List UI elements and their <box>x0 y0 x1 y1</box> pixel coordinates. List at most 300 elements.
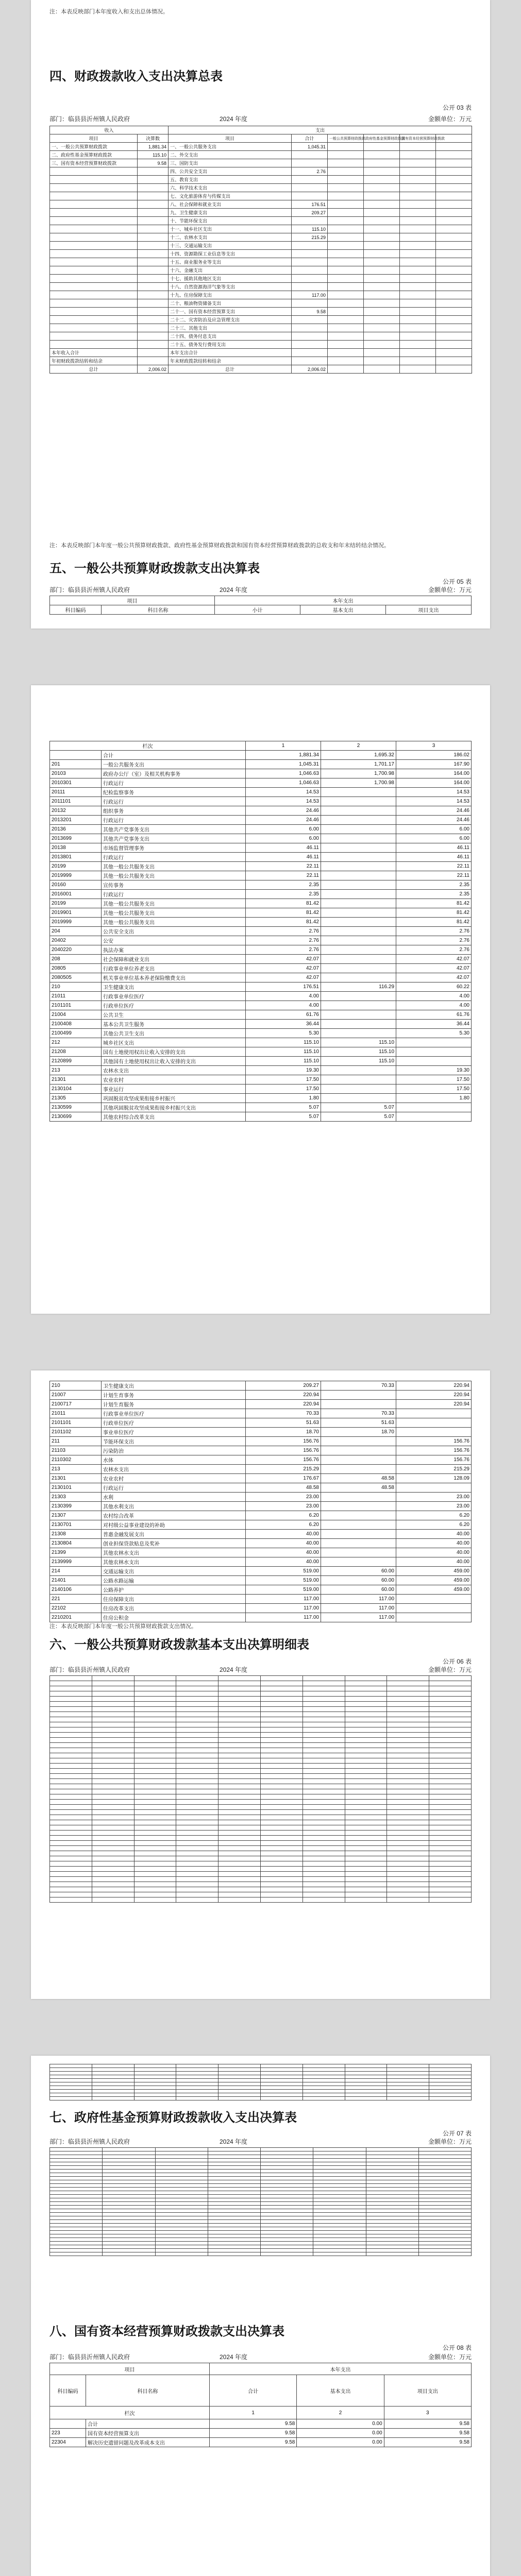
grid-cell <box>429 1851 472 1856</box>
grid-cell <box>418 2151 471 2155</box>
unit-label-6: 金额单位：万元 <box>428 1666 472 1673</box>
grid-cell <box>313 2195 366 2198</box>
table-row <box>50 316 472 324</box>
grid-cell <box>50 1784 92 1789</box>
grid-cell <box>208 2227 260 2231</box>
expense-item: 十四、资源勘探工业信息等支出 <box>169 250 292 258</box>
h-project-5: 项目支出 <box>386 605 472 615</box>
expense-item: 二十四、债务付息支出 <box>169 332 292 341</box>
row-code: 2100408 <box>50 1020 102 1029</box>
row-name: 社会保障和就业支出 <box>102 955 246 964</box>
grid-cell <box>302 2097 345 2100</box>
grid-cell <box>176 1841 219 1846</box>
grid-cell <box>92 1846 134 1851</box>
grid-cell <box>219 1877 261 1882</box>
row-total: 220.94 <box>246 1391 321 1400</box>
grid-cell <box>345 1727 387 1733</box>
table-row <box>50 341 472 349</box>
table-row <box>50 1112 472 1122</box>
income-val <box>138 316 169 324</box>
grid-cell <box>92 2086 134 2090</box>
h-gov-fund: 政府性基金预算财政拨款 <box>364 134 400 143</box>
grid-cell <box>134 1764 176 1769</box>
row-basic: 117.00 <box>321 1595 396 1604</box>
grid-cell <box>429 1877 472 1882</box>
row-basic <box>321 1520 396 1530</box>
income-val: 115.10 <box>138 151 169 159</box>
grid-cell <box>50 2173 103 2177</box>
table-subheader <box>50 134 472 143</box>
row-basic: 60.00 <box>321 1585 396 1595</box>
row-code: 2110302 <box>50 1455 102 1465</box>
row-code <box>50 2419 86 2429</box>
row-code: 20111 <box>50 788 102 797</box>
row-total: 23.00 <box>246 1502 321 1511</box>
grid-cell <box>260 2075 302 2079</box>
grid-cell <box>345 1805 387 1810</box>
expense-item: 二、外交支出 <box>169 151 292 159</box>
table-row <box>50 308 472 316</box>
grid-cell <box>302 2093 345 2097</box>
grid-cell <box>176 1897 219 1903</box>
table-row <box>50 945 472 955</box>
expense-state-cap <box>400 176 436 184</box>
grid-cell <box>302 2075 345 2079</box>
row-project: 128.09 <box>396 1474 472 1483</box>
state-capital-table <box>49 2363 472 2447</box>
grid-cell <box>50 1779 92 1784</box>
income-val <box>138 258 169 266</box>
expense-blank <box>436 167 472 176</box>
grid-cell <box>50 1836 92 1841</box>
table-row <box>50 1001 472 1010</box>
grid-cell <box>50 1897 92 1903</box>
grid-cell <box>302 1851 345 1856</box>
year-label-7: 2024 年度 <box>220 2138 248 2145</box>
row-name: 宣传事务 <box>102 880 246 890</box>
row-basic <box>321 1094 396 1103</box>
grid-cell <box>387 1815 429 1820</box>
grid-cell <box>387 1707 429 1712</box>
table-row <box>50 2202 472 2206</box>
grid-cell <box>313 2155 366 2159</box>
grand-total-val-2: 2,006.02 <box>292 365 328 374</box>
expense-general <box>328 283 364 291</box>
grid-cell <box>176 1691 219 1697</box>
row-total: 81.42 <box>246 908 321 918</box>
total-expense-val <box>292 349 328 357</box>
grid-cell <box>50 2238 103 2242</box>
row-project: 81.42 <box>396 908 472 918</box>
expense-blank <box>436 151 472 159</box>
row-basic <box>321 816 396 825</box>
row-code: 223 <box>50 2429 86 2438</box>
grid-cell <box>103 2170 155 2173</box>
grid-cell <box>387 1882 429 1887</box>
grid-cell <box>429 1846 472 1851</box>
page-1 <box>31 0 490 629</box>
grid-cell <box>134 1733 176 1738</box>
grid-cell <box>50 1738 92 1743</box>
grid-cell <box>134 1846 176 1851</box>
grid-cell <box>155 2213 208 2216</box>
grid-cell <box>261 2162 313 2166</box>
grid-cell <box>387 1820 429 1825</box>
grid-cell <box>429 2097 472 2100</box>
table-row <box>50 1753 472 1758</box>
grid-cell <box>134 1727 176 1733</box>
table-row <box>50 1613 472 1622</box>
grid-cell <box>103 2216 155 2220</box>
row-basic <box>321 1029 396 1038</box>
grid-cell <box>418 2191 471 2195</box>
table-row <box>50 1877 472 1882</box>
table-row <box>50 1604 472 1613</box>
row-name: 住房公积金 <box>102 1613 246 1622</box>
grid-cell <box>219 1691 261 1697</box>
grid-cell <box>219 1867 261 1872</box>
grid-cell <box>313 2245 366 2249</box>
row-name: 行政运行 <box>102 853 246 862</box>
row-code: 21401 <box>50 1576 102 1585</box>
table-row <box>50 1084 472 1094</box>
grid-cell <box>155 2231 208 2234</box>
year-label-6: 2024 年度 <box>220 1666 248 1673</box>
grid-cell <box>176 1820 219 1825</box>
grid-cell <box>50 1841 92 1846</box>
grid-cell <box>429 1810 472 1815</box>
row-code: 22304 <box>50 2438 86 2447</box>
row-basic <box>321 1400 396 1409</box>
grid-cell <box>302 1800 345 1805</box>
grid-cell <box>50 2202 103 2206</box>
year-label-5: 2024 年度 <box>220 586 248 594</box>
row-total: 1,045.31 <box>246 760 321 769</box>
grid-cell <box>50 2198 103 2202</box>
row-code: 2210201 <box>50 1613 102 1622</box>
grid-cell <box>155 2202 208 2206</box>
row-total: 209.27 <box>246 1381 321 1391</box>
grid-cell <box>345 1846 387 1851</box>
grid-cell <box>92 1861 134 1867</box>
row-name: 其他一般公共服务支出 <box>102 871 246 880</box>
income-val <box>138 192 169 200</box>
grid-cell <box>302 1743 345 1748</box>
row-basic: 0.00 <box>297 2438 384 2447</box>
row-total: 42.07 <box>246 964 321 973</box>
grid-cell <box>92 1815 134 1820</box>
row-name: 创业担保贷款贴息及奖补 <box>102 1539 246 1548</box>
grid-cell <box>313 2220 366 2224</box>
grid-cell <box>134 1805 176 1810</box>
table-row <box>50 1418 472 1428</box>
grid-cell <box>366 2166 418 2170</box>
grid-cell <box>302 1691 345 1697</box>
row-code: 21011 <box>50 992 102 1001</box>
expense-general <box>328 299 364 308</box>
row-total: 519.00 <box>246 1567 321 1576</box>
unit-label-8: 金额单位：万元 <box>428 2353 472 2361</box>
table-row <box>50 1567 472 1576</box>
table-row <box>50 2234 472 2238</box>
row-basic <box>321 936 396 945</box>
grid-cell <box>429 2064 472 2068</box>
grid-cell <box>345 1758 387 1764</box>
grid-cell <box>345 1800 387 1805</box>
row-project: 164.00 <box>396 769 472 778</box>
row-basic: 115.10 <box>321 1057 396 1066</box>
grid-cell <box>387 1846 429 1851</box>
table-row <box>50 1038 472 1047</box>
table-row <box>50 1769 472 1774</box>
expense-gov-fund <box>364 332 400 341</box>
grid-cell <box>50 1733 92 1738</box>
h-col-index: 栏次 <box>50 741 246 751</box>
grid-cell <box>219 1769 261 1774</box>
income-val <box>138 200 169 209</box>
grid-cell <box>429 1867 472 1872</box>
grid-cell <box>429 1769 472 1774</box>
grid-cell <box>260 2079 302 2082</box>
grid-cell <box>429 1727 472 1733</box>
grid-cell <box>176 1764 219 1769</box>
grid-cell <box>429 1800 472 1805</box>
grid-cell <box>260 1722 302 1727</box>
row-name: 农林水支出 <box>102 1465 246 1474</box>
grid-cell <box>176 1882 219 1887</box>
grid-cell <box>92 1702 134 1707</box>
expense-state-cap <box>400 242 436 250</box>
grid-cell <box>219 1676 261 1681</box>
expense-blank <box>436 266 472 275</box>
income-item <box>50 291 138 299</box>
grid-cell <box>208 2249 260 2252</box>
grid-cell <box>219 1743 261 1748</box>
grid-cell <box>208 2166 260 2170</box>
expense-blank <box>436 332 472 341</box>
row-code: 21208 <box>50 1047 102 1057</box>
grid-cell <box>260 1820 302 1825</box>
grid-cell <box>418 2184 471 2188</box>
row-name: 事业运行 <box>102 1084 246 1094</box>
grid-cell <box>261 2216 313 2220</box>
row-project: 46.11 <box>396 843 472 853</box>
row-total: 40.00 <box>246 1557 321 1567</box>
table-row <box>50 291 472 299</box>
expense-state-cap <box>400 159 436 167</box>
expense-item: 二十五、债务发行费用支出 <box>169 341 292 349</box>
expense-blank <box>436 176 472 184</box>
grid-cell <box>387 2097 429 2100</box>
grid-cell <box>50 2249 103 2252</box>
grid-cell <box>219 1831 261 1836</box>
grid-cell <box>366 2245 418 2249</box>
grid-cell <box>219 1722 261 1727</box>
row-total: 5.30 <box>246 1029 321 1038</box>
table-row <box>50 1810 472 1815</box>
grid-cell <box>429 1707 472 1712</box>
expense-item: 十二、农林水支出 <box>169 233 292 242</box>
row-total: 42.07 <box>246 955 321 964</box>
grid-cell <box>134 1686 176 1691</box>
income-item <box>50 250 138 258</box>
row-project: 23.00 <box>396 1502 472 1511</box>
row-code: 20160 <box>50 880 102 890</box>
row-total: 9.58 <box>210 2438 297 2447</box>
income-item <box>50 324 138 332</box>
grid-cell <box>302 1722 345 1727</box>
grid-cell <box>176 1707 219 1712</box>
expense-blank <box>436 316 472 324</box>
grid-cell <box>50 1846 92 1851</box>
section-title-6: 六、一般公共预算财政拨款基本支出决算明细表 <box>49 1637 309 1652</box>
row-name: 节能环保支出 <box>102 1437 246 1446</box>
grid-cell <box>219 1764 261 1769</box>
grid-cell <box>50 1764 92 1769</box>
row-code: 21303 <box>50 1493 102 1502</box>
row-basic <box>321 992 396 1001</box>
row-name: 其他公共卫生支出 <box>102 1029 246 1038</box>
page-3 <box>31 1370 490 1999</box>
row-project: 46.11 <box>396 853 472 862</box>
grid-cell <box>50 2072 92 2075</box>
grid-cell <box>50 2220 103 2224</box>
total-row <box>50 349 472 357</box>
grid-cell <box>345 1722 387 1727</box>
grid-cell <box>219 1815 261 1820</box>
expense-total <box>292 266 328 275</box>
grid-cell <box>176 1892 219 1897</box>
grid-cell <box>176 1686 219 1691</box>
row-project: 9.58 <box>384 2419 471 2429</box>
grid-cell <box>219 1861 261 1867</box>
form-number: 公开 03 表 <box>442 104 472 111</box>
grid-cell <box>134 1794 176 1800</box>
grid-cell <box>418 2224 471 2227</box>
row-name: 执法办案 <box>102 945 246 955</box>
row-name: 其他一般公共服务支出 <box>102 918 246 927</box>
grid-cell <box>176 1733 219 1738</box>
row-name: 卫生健康支出 <box>102 1381 246 1391</box>
grid-cell <box>418 2155 471 2159</box>
row-name: 其他水利支出 <box>102 1502 246 1511</box>
expense-blank <box>436 341 472 349</box>
row-code: 20132 <box>50 806 102 816</box>
grid-cell <box>92 1753 134 1758</box>
grid-cell <box>92 1872 134 1877</box>
expense-general <box>328 233 364 242</box>
row-basic: 5.07 <box>321 1103 396 1112</box>
grid-cell <box>429 1892 472 1897</box>
table-row <box>50 2159 472 2162</box>
grid-cell <box>50 1892 92 1897</box>
grid-cell <box>103 2227 155 2231</box>
grid-cell <box>366 2173 418 2177</box>
grid-cell <box>103 2151 155 2155</box>
row-total: 117.00 <box>246 1595 321 1604</box>
row-basic: 116.29 <box>321 982 396 992</box>
grid-cell <box>260 2090 302 2093</box>
table-row <box>50 1707 472 1712</box>
row-basic <box>321 890 396 899</box>
expense-gov-fund <box>364 250 400 258</box>
grid-cell <box>50 2180 103 2184</box>
table-row <box>50 275 472 283</box>
row-total: 519.00 <box>246 1585 321 1595</box>
table-row <box>50 1872 472 1877</box>
expense-blank <box>436 225 472 233</box>
grid-cell <box>134 2090 176 2093</box>
grid-cell <box>155 2238 208 2242</box>
h-basic-5: 基本支出 <box>300 605 386 615</box>
dept-label-6: 部门：临县县沂州镇人民政府 <box>49 1666 130 1673</box>
grid-cell <box>208 2216 260 2220</box>
grid-cell <box>302 1882 345 1887</box>
grid-cell <box>418 2173 471 2177</box>
grid-cell <box>208 2209 260 2213</box>
grid-cell <box>134 1882 176 1887</box>
expense-state-cap <box>400 250 436 258</box>
row-code: 21399 <box>50 1548 102 1557</box>
expense-state-cap <box>400 184 436 192</box>
row-name: 公共卫生 <box>102 1010 246 1020</box>
row-name: 公路水路运输 <box>102 1576 246 1585</box>
grid-cell <box>345 1877 387 1882</box>
row-code: 21103 <box>50 1446 102 1455</box>
grid-cell <box>92 1758 134 1764</box>
row-name: 农村综合改革 <box>102 1511 246 1520</box>
header-income: 收入 <box>50 126 169 134</box>
grid-cell <box>260 1789 302 1794</box>
grid-cell <box>176 2072 219 2075</box>
grid-cell <box>429 1722 472 1727</box>
row-project: 19.30 <box>396 1066 472 1075</box>
row-name: 行政单位医疗 <box>102 1001 246 1010</box>
grid-cell <box>260 1779 302 1784</box>
grid-cell <box>313 2173 366 2177</box>
grid-cell <box>92 1733 134 1738</box>
table-row <box>50 1836 472 1841</box>
row-name: 卫生健康支出 <box>102 982 246 992</box>
row-basic: 117.00 <box>321 1604 396 1613</box>
income-val <box>138 299 169 308</box>
table-row <box>50 1727 472 1733</box>
grid-cell <box>134 2072 176 2075</box>
grid-cell <box>176 1712 219 1717</box>
grid-cell <box>261 2151 313 2155</box>
expense-gov-fund <box>364 341 400 349</box>
grid-cell <box>260 1867 302 1872</box>
grid-cell <box>176 2093 219 2097</box>
table-row <box>50 1047 472 1057</box>
table-row <box>50 778 472 788</box>
row-code: 20805 <box>50 964 102 973</box>
expense-total <box>292 176 328 184</box>
grid-cell <box>50 2206 103 2209</box>
grid-cell <box>92 1836 134 1841</box>
grid-cell <box>313 2213 366 2216</box>
grid-cell <box>261 2202 313 2206</box>
table-row <box>50 1831 472 1836</box>
row-code: 20103 <box>50 769 102 778</box>
grid-cell <box>92 1676 134 1681</box>
row-total: 519.00 <box>246 1576 321 1585</box>
expense-gov-fund <box>364 266 400 275</box>
table-row <box>50 192 472 200</box>
grid-cell <box>50 2166 103 2170</box>
dept-label-7: 部门：临县县沂州镇人民政府 <box>49 2138 130 2145</box>
grid-cell <box>92 1681 134 1686</box>
